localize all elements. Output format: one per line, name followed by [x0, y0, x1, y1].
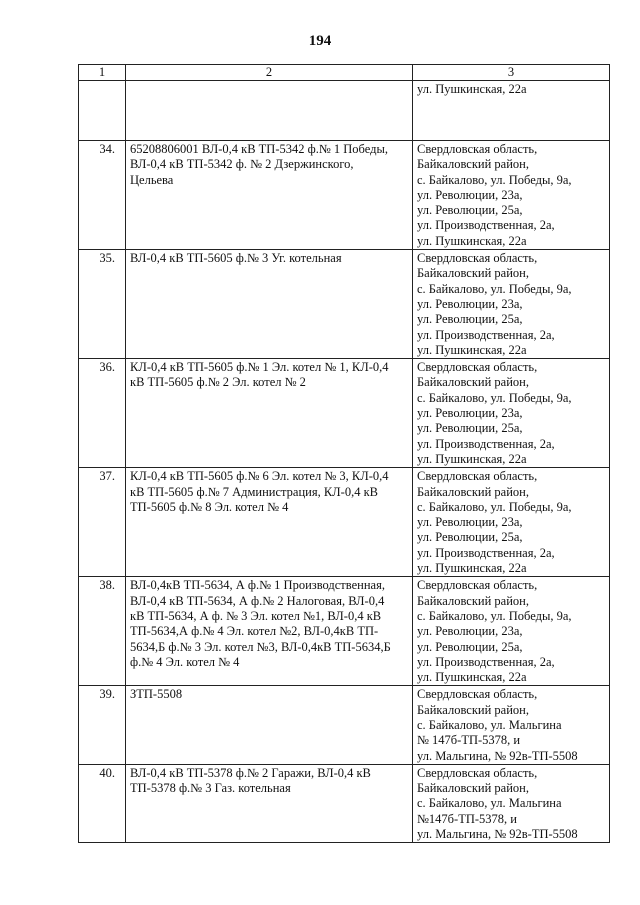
object-name-line: Цельева: [130, 172, 174, 187]
address-cell: [413, 359, 610, 468]
address-line: с. Байкалово, ул. Мальгина: [417, 717, 562, 732]
address-line: Байкаловский район,: [417, 484, 529, 499]
object-name-line: ф.№ 4 Эл. котел № 4: [130, 654, 240, 669]
address-line: с. Байкалово, ул. Победы, 9а,: [417, 172, 572, 187]
row-number-cell: 38.: [79, 577, 126, 686]
object-name-line: 65208806001 ВЛ-0,4 кВ ТП-5342 ф.№ 1 Победы,: [130, 142, 389, 156]
header-cell-2: 2: [126, 65, 413, 81]
table-row: [79, 81, 610, 141]
object-name-line: ТП-5605 ф.№ 8 Эл. котел № 4: [130, 499, 289, 514]
address-line: Байкаловский район,: [417, 157, 529, 172]
address-cell: [413, 468, 610, 577]
row-number-cell: 35.: [79, 250, 126, 359]
object-name-line: 5634,Б ф.№ 3 Эл. котел №3, ВЛ-0,4кВ ТП-5634,Б: [130, 639, 391, 654]
object-name-line: ТП-5634,А ф.№ 4 Эл. котел №2, ВЛ-0,4кВ ТП-: [130, 624, 379, 639]
header-cell-1: 1: [79, 65, 126, 81]
address-line: Байкаловский район,: [417, 375, 529, 390]
address-line: ул. Революции, 25а,: [417, 421, 523, 436]
object-name-cell: [126, 359, 413, 468]
address-line: с. Байкалово, ул. Победы, 9а,: [417, 390, 572, 405]
table-row: [79, 468, 610, 577]
address-line: ул. Производственная, 2а,: [417, 327, 555, 342]
row-number-cell: 40.: [79, 764, 126, 842]
address-line: ул. Революции, 23а,: [417, 406, 523, 421]
table-body: [79, 65, 610, 843]
address-cell: [413, 141, 610, 250]
address-line: ул. Производственная, 2а,: [417, 654, 555, 669]
address-line: Свердловская область,: [417, 142, 538, 156]
table-header-row: [79, 65, 610, 81]
address-line: Байкаловский район,: [417, 266, 529, 281]
table-row: [79, 141, 610, 250]
address-line: Свердловская область,: [417, 469, 538, 484]
object-name-cell: [126, 577, 413, 686]
objects-table: [78, 64, 610, 843]
object-name-line: кВ ТП-5605 ф.№ 2 Эл. котел № 2: [130, 375, 306, 390]
table-row: [79, 250, 610, 359]
row-number-cell: 34.: [79, 141, 126, 250]
object-name-line: КЛ-0,4 кВ ТП-5605 ф.№ 1 Эл. котел № 1, КЛ-0,4: [130, 360, 389, 375]
row-number-cell: 37.: [79, 468, 126, 577]
header-cell-3: 3: [413, 65, 610, 81]
address-cell: [413, 764, 610, 842]
object-name-line: КЛ-0,4 кВ ТП-5605 ф.№ 6 Эл. котел № 3, КЛ-0,4: [130, 469, 389, 484]
object-name-cell: [126, 141, 413, 250]
page-number: 194: [308, 33, 332, 49]
address-line: с. Байкалово, ул. Победы, 9а,: [417, 281, 572, 296]
address-line: №147б-ТП-5378, и: [417, 811, 517, 826]
address-line: с. Байкалово, ул. Мальгина: [417, 796, 562, 811]
table-row: [79, 359, 610, 468]
object-name-line: ВЛ-0,4кВ ТП-5634, А ф.№ 1 Производственная,: [130, 578, 385, 593]
address-line: ул. Революции, 25а,: [417, 203, 523, 218]
address-line: Свердловская область,: [417, 687, 538, 702]
address-line: ул. Пушкинская, 22а: [417, 451, 527, 466]
row-number-cell: 36.: [79, 359, 126, 468]
object-name-line: кВ ТП-5605 ф.№ 7 Администрация, КЛ-0,4 кВ: [130, 484, 378, 499]
row-number-cell: [79, 81, 126, 141]
address-cell: [413, 81, 610, 141]
row-number-cell: 39.: [79, 686, 126, 764]
address-line: ул. Пушкинская, 22а: [417, 233, 527, 248]
address-line: с. Байкалово, ул. Победы, 9а,: [417, 499, 572, 514]
address-line: ул. Производственная, 2а,: [417, 218, 555, 233]
address-line: Свердловская область,: [417, 765, 538, 780]
object-name-line: ВЛ-0,4 кВ ТП-5605 ф.№ 3 Уг. котельная: [130, 251, 342, 266]
address-line: ул. Пушкинская, 22а: [417, 82, 527, 96]
object-name-line: кВ ТП-5634, А ф. № 3 Эл. котел №1, ВЛ-0,4 кВ: [130, 608, 382, 623]
address-line: ул. Мальгина, № 92в-ТП-5508: [417, 748, 578, 763]
address-line: ул. Пушкинская, 22а: [417, 670, 527, 685]
object-name-cell: [126, 81, 413, 141]
object-name-cell: [126, 250, 413, 359]
address-line: с. Байкалово, ул. Победы, 9а,: [417, 608, 572, 623]
object-name-line: ВЛ-0,4 кВ ТП-5378 ф.№ 2 Гаражи, ВЛ-0,4 кВ: [130, 765, 371, 780]
address-line: ул. Производственная, 2а,: [417, 436, 555, 451]
object-name-cell: [126, 686, 413, 764]
address-line: Байкаловский район,: [417, 702, 529, 717]
object-name-line: ТП-5378 ф.№ 3 Газ. котельная: [130, 781, 291, 796]
object-name-line: ВЛ-0,4 кВ ТП-5634, А ф.№ 2 Налоговая, ВЛ-0,4: [130, 593, 385, 608]
address-cell: [413, 577, 610, 686]
address-line: ул. Революции, 23а,: [417, 624, 523, 639]
table-row: [79, 764, 610, 842]
address-line: ул. Революции, 23а,: [417, 296, 523, 311]
object-name-cell: [126, 764, 413, 842]
object-name-line: ВЛ-0,4 кВ ТП-5342 ф. № 2 Дзержинского,: [130, 157, 354, 172]
address-line: Свердловская область,: [417, 360, 538, 375]
address-line: ул. Революции, 23а,: [417, 187, 523, 202]
address-cell: [413, 686, 610, 764]
address-line: ул. Революции, 23а,: [417, 515, 523, 530]
address-line: ул. Революции, 25а,: [417, 312, 523, 327]
object-name-line: ЗТП-5508: [130, 687, 183, 702]
address-line: Свердловская область,: [417, 251, 538, 266]
address-line: № 147б-ТП-5378, и: [417, 733, 521, 748]
table-row: [79, 577, 610, 686]
object-name-cell: [126, 468, 413, 577]
address-line: ул. Пушкинская, 22а: [417, 342, 527, 357]
address-line: ул. Революции, 25а,: [417, 530, 523, 545]
address-line: ул. Пушкинская, 22а: [417, 561, 527, 576]
address-cell: [413, 250, 610, 359]
address-line: Свердловская область,: [417, 578, 538, 593]
address-line: ул. Производственная, 2а,: [417, 545, 555, 560]
address-line: Байкаловский район,: [417, 593, 529, 608]
address-line: ул. Революции, 25а,: [417, 639, 523, 654]
address-line: Байкаловский район,: [417, 781, 529, 796]
table-row: [79, 686, 610, 764]
address-line: ул. Мальгина, № 92в-ТП-5508: [417, 827, 578, 842]
